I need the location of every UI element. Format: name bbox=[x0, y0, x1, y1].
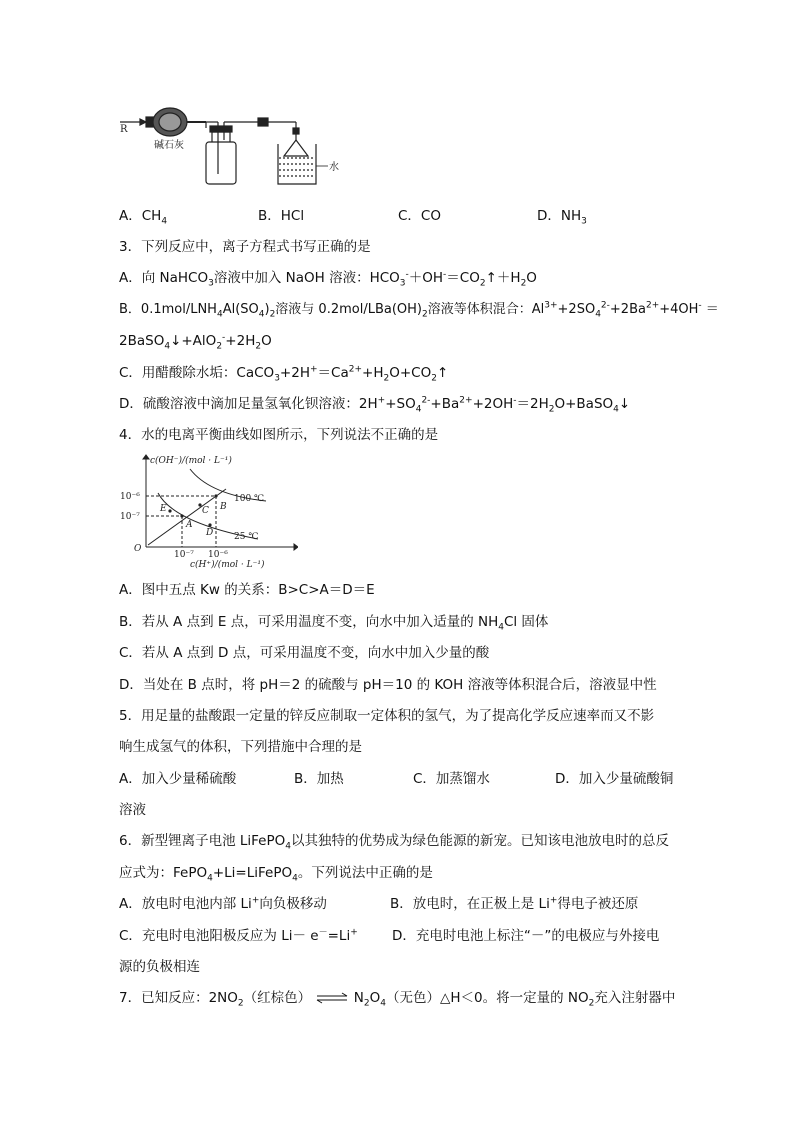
q5-option-a: A．加入少量稀硫酸 bbox=[119, 771, 237, 787]
q3-option-b-line2: $2BaSO_4↓+AlO_2^-+2H_2O$ bbox=[119, 332, 272, 352]
point-e-label: E bbox=[160, 504, 167, 514]
point-b-label: B bbox=[220, 502, 227, 512]
q5-stem-line1: 5．用足量的盐酸跟一定量的锌反应制取一定体积的氢气，为了提高化学反应速率而又不影 bbox=[119, 708, 655, 724]
q6-option-d-cont: 源的负极相连 bbox=[119, 959, 200, 975]
q6-option-d: D．充电时电池上标注“－”的电极应与外接电 bbox=[392, 928, 660, 944]
q3-stem: 3．下列反应中，离子方程式书写正确的是 bbox=[119, 239, 371, 255]
q4-option-d: D．当处在 B 点时，将 pH＝2 的硫酸与 pH＝10 的 KOH 溶液等体积混合后，溶液显中性 bbox=[119, 677, 657, 693]
point-e bbox=[168, 509, 171, 512]
q5-option-c: C．加蒸馏水 bbox=[413, 771, 490, 787]
q5-option-b: B．加热 bbox=[294, 771, 344, 787]
q6-stem-line1: 6．新型锂离子电池 LiFePO$_4$以其独特的优势成为绿色能源的新宠。已知该电池放电时的总反 bbox=[119, 833, 669, 852]
origin-label: O bbox=[134, 544, 142, 554]
curve-25c-label: 25 ℃ bbox=[234, 532, 259, 542]
q2-option-d: D．$NH_3$ bbox=[537, 208, 587, 227]
q3-option-c: C．用醋酸除水垢：$CaCO_3+2H^+=Ca^{2+}+H_2O+CO_2↑$ bbox=[119, 364, 449, 384]
q2-option-a: A．$CH_4$ bbox=[119, 208, 168, 227]
x-tick-2: 10⁻⁶ bbox=[208, 550, 228, 560]
apparatus-label-water: 水 bbox=[329, 162, 339, 173]
q3-option-a: A．向 NaHCO$_3$溶液中加入 NaOH 溶液：$HCO_3^-+OH^-=CO_2↑+H_2O$ bbox=[119, 269, 537, 289]
q7-stem: 7．已知反应：$2NO_2$（红棕色） $N_2O_4$（无色）△H＜0。将一定量的 $NO_2$充入注射器中 bbox=[119, 990, 676, 1009]
equilibrium-arrow-icon bbox=[315, 992, 349, 1004]
q5-stem-line2: 响生成氢气的体积，下列措施中合理的是 bbox=[119, 739, 362, 755]
point-b bbox=[214, 494, 217, 497]
q5-option-d: D．加入少量硫酸铜 bbox=[555, 771, 674, 787]
q2-option-b: B．HCl bbox=[258, 208, 305, 224]
q4-stem: 4．水的电离平衡曲线如图所示，下列说法不正确的是 bbox=[119, 427, 439, 443]
q3-option-d: D．硫酸溶液中滴加足量氢氧化钡溶液：$2H^++SO_4^{2-}+Ba^{2+}+2OH^-=2H_2O+BaSO_4↓$ bbox=[119, 395, 631, 415]
point-d-label: D bbox=[206, 528, 214, 538]
water-ionization-graph bbox=[118, 453, 298, 573]
x-tick-1: 10⁻⁷ bbox=[174, 550, 194, 560]
q6-stem-line2: 应式为：FePO$_4$+Li=LiFePO$_4$。下列说法中正确的是 bbox=[119, 865, 433, 884]
apparatus-label-soda-lime: 碱石灰 bbox=[154, 140, 184, 151]
gas-apparatus-figure bbox=[118, 100, 348, 188]
y-tick-2: 10⁻⁷ bbox=[120, 512, 140, 522]
curve-100c-label: 100 ℃ bbox=[234, 494, 265, 504]
q4-option-b: B．若从 A 点到 E 点，可采用温度不变，向水中加入适量的 $NH_4Cl$ 固体 bbox=[119, 614, 549, 633]
point-c-label: C bbox=[202, 506, 209, 516]
point-d bbox=[208, 523, 211, 526]
q2-option-c: C．CO bbox=[398, 208, 441, 224]
q4-option-a: A．图中五点 Kw 的关系：B>C>A＝D＝E bbox=[119, 582, 375, 598]
q5-option-d-cont: 溶液 bbox=[119, 802, 146, 818]
q6-option-c: C．充电时电池阳极反应为 Li－ e－=Li+ bbox=[119, 927, 358, 944]
neutral-line bbox=[148, 489, 226, 545]
point-a bbox=[180, 514, 183, 517]
q4-option-c: C．若从 A 点到 D 点，可采用温度不变，向水中加入少量的酸 bbox=[119, 645, 490, 661]
q3-option-b-line1: B．$0.1mol/LNH_4Al(SO_4)_2$溶液与 $0.2mol/LBa(OH)_2$溶液等体积混合：$Al^{3+}+2SO_4^{2-}+2Ba^{2+}+4OH^-$ ＝ bbox=[119, 300, 719, 320]
q6-option-a: A．放电时电池内部 Li+向负极移动 bbox=[119, 895, 327, 912]
point-a-label: A bbox=[186, 520, 193, 530]
apparatus-label-r: R bbox=[120, 124, 128, 135]
q6-option-b: B．放电时，在正极上是 Li+得电子被还原 bbox=[390, 895, 639, 912]
y-axis-label: c(OH⁻)/(mol · L⁻¹) bbox=[150, 456, 232, 466]
y-tick-1: 10⁻⁶ bbox=[120, 492, 140, 502]
x-axis-label: c(H⁺)/(mol · L⁻¹) bbox=[190, 560, 265, 570]
